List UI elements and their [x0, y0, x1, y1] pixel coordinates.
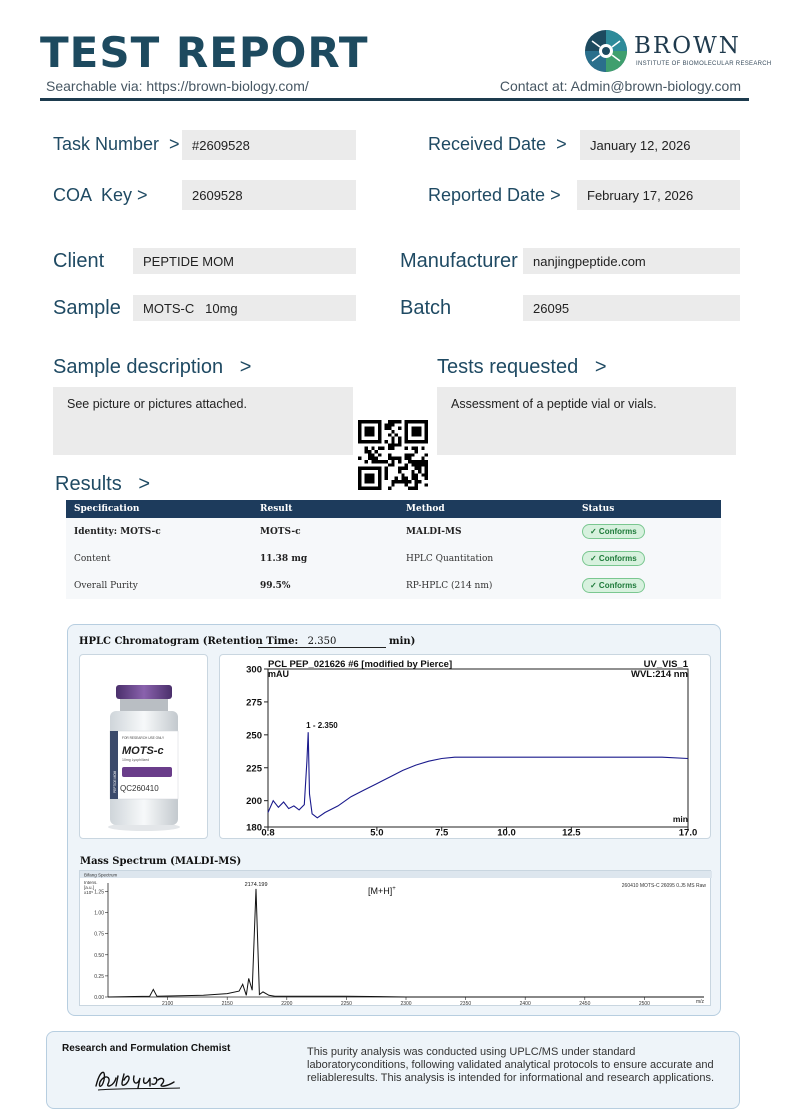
qr-module: [405, 477, 408, 480]
ms-y-unit-line1: Intens.: [84, 880, 98, 885]
qr-module: [421, 457, 424, 460]
contact-email[interactable]: Contact at: Admin@brown-biology.com: [499, 78, 741, 94]
status-badge: ✓ Conforms: [582, 551, 645, 566]
batch-label: Batch: [400, 297, 452, 319]
qr-module: [371, 457, 374, 460]
qr-module: [411, 477, 414, 480]
qr-module: [388, 433, 391, 436]
status-badge: ✓ Conforms: [582, 524, 645, 539]
qr-module: [408, 460, 411, 463]
y-tick-label: 200: [246, 796, 262, 808]
cell-result: 11.38 mg: [252, 545, 398, 572]
qr-module: [398, 460, 401, 463]
qr-module: [405, 463, 408, 466]
qr-module: [425, 463, 428, 466]
qr-module: [421, 473, 424, 476]
ms-trace: [108, 889, 704, 997]
ms-x-tick-label: 2350: [460, 1001, 472, 1007]
qr-module: [391, 457, 394, 460]
qr-module: [398, 457, 401, 460]
qr-module: [395, 433, 398, 436]
qr-module: [401, 477, 404, 480]
qr-module: [371, 460, 374, 463]
qr-module: [385, 473, 388, 476]
reported-date-value: February 17, 2026: [577, 180, 740, 210]
retention-time-unit: min): [389, 636, 416, 647]
cell-result: MOTS-c: [252, 518, 398, 545]
x-tick-label: 17.0: [678, 827, 698, 839]
qr-module: [405, 483, 408, 486]
qr-module: [381, 447, 384, 450]
reported-date-label: Reported Date >: [428, 185, 561, 205]
brand-subtitle: INSTITUTE OF BIOMOLECULAR RESEARCH: [636, 61, 772, 67]
qr-module: [421, 463, 424, 466]
ms-y-unit-line2: [a.u.]: [84, 885, 95, 890]
ms-y-unit-line3: x10⁵: [84, 890, 94, 895]
vial-code: QC260410: [120, 784, 159, 793]
mass-spectrum-chart: [80, 871, 712, 1007]
qr-module: [398, 480, 401, 483]
received-date-value: January 12, 2026: [580, 130, 740, 160]
ms-peak-ion: [M+H]+: [368, 886, 396, 896]
chromatogram-y-unit: mAU: [268, 669, 290, 679]
table-row: [66, 545, 721, 572]
qr-module: [391, 420, 394, 423]
y-tick-label: 275: [246, 697, 262, 709]
qr-module: [358, 457, 361, 460]
qr-module: [388, 453, 391, 456]
x-tick-label: 0.8: [261, 827, 275, 839]
qr-module: [371, 453, 374, 456]
qr-module: [411, 453, 414, 456]
qr-module: [381, 460, 384, 463]
y-tick-label: 180: [246, 822, 262, 834]
qr-module: [401, 480, 404, 483]
ms-x-tick-label: 2450: [579, 1001, 591, 1007]
qr-module: [391, 460, 394, 463]
hplc-chromatogram-card: [219, 654, 711, 839]
results-header-row: [66, 500, 721, 518]
qr-module: [415, 463, 418, 466]
qr-module: [425, 460, 428, 463]
col-status: Status: [574, 500, 721, 518]
cell-spec: Content: [66, 545, 252, 572]
qr-module: [408, 487, 411, 490]
vial-label-top: FOR RESEARCH USE ONLY: [122, 736, 165, 740]
table-row: [66, 572, 721, 599]
qr-module: [385, 470, 388, 473]
qr-module: [415, 477, 418, 480]
client-label: Client: [53, 250, 105, 272]
task-number-value: #2609528: [182, 130, 356, 160]
qr-module: [391, 483, 394, 486]
batch-value: 26095: [523, 295, 740, 321]
col-specification: Specification: [66, 500, 252, 518]
ms-header-right: 260410 MOTS-C 26095 0.J5 MS Raw: [621, 883, 706, 889]
sample-label: Sample: [53, 297, 121, 319]
chromatogram-header-right: UV_VIS_1: [643, 659, 688, 670]
header-divider: [40, 98, 749, 101]
hplc-title: HPLC Chromatogram (Retention Time:: [79, 636, 299, 647]
qr-finder-core: [365, 473, 375, 483]
qr-module: [411, 463, 414, 466]
qr-module: [398, 467, 401, 470]
x-tick-label: 7.5: [435, 827, 449, 839]
qr-module: [395, 480, 398, 483]
qr-module: [421, 447, 424, 450]
qr-module: [395, 477, 398, 480]
vial-dose: 10mg Lyophilized: [122, 758, 150, 762]
qr-code-icon[interactable]: [358, 420, 428, 490]
chromatogram-frame: [268, 669, 688, 827]
qr-finder-core: [411, 427, 421, 437]
status-badge: ✓ Conforms: [582, 578, 645, 593]
qr-module: [408, 453, 411, 456]
qr-module: [368, 457, 371, 460]
qr-module: [425, 473, 428, 476]
cell-method: RP-HPLC (214 nm): [398, 572, 574, 599]
y-tick-label: 300: [246, 664, 262, 676]
sample-value: MOTS-C 10mg: [133, 295, 356, 321]
manufacturer-label: Manufacturer: [400, 250, 518, 272]
qr-module: [388, 457, 391, 460]
qr-module: [411, 447, 414, 450]
x-tick-label: 5.0: [370, 827, 384, 839]
qr-module: [415, 483, 418, 486]
qr-module: [395, 420, 398, 423]
qr-module: [385, 427, 388, 430]
qr-module: [421, 460, 424, 463]
ms-y-tick-label: 1.25: [94, 889, 104, 896]
ms-x-tick-label: 2250: [340, 1001, 352, 1007]
qr-module: [415, 460, 418, 463]
qr-module: [391, 430, 394, 433]
qr-module: [415, 473, 418, 476]
qr-module: [418, 480, 421, 483]
searchable-url[interactable]: Searchable via: https://brown-biology.com/: [46, 78, 309, 94]
qr-module: [425, 453, 428, 456]
qr-module: [398, 440, 401, 443]
qr-module: [375, 457, 378, 460]
qr-module: [408, 457, 411, 460]
qr-module: [405, 457, 408, 460]
qr-module: [415, 467, 418, 470]
vial-illustration: [80, 655, 209, 840]
ms-header-left: Bifang Spectrum: [84, 872, 118, 878]
qr-module: [425, 467, 428, 470]
col-result: Result: [252, 500, 398, 518]
ms-x-unit: m/z: [695, 999, 704, 1005]
coa-key-value: 2609528: [182, 180, 356, 210]
disclaimer-text: This purity analysis was conducted using UPLC/MS under standard laboratoryconditions, following validated analytical protocols to ensure accurate and reliableresults. This analysis is intended for informational and research applications.: [307, 1046, 715, 1084]
mass-spectrum-card: [79, 870, 711, 1006]
qr-module: [398, 420, 401, 423]
brand-name: BROWN: [634, 33, 741, 59]
results-label: Results >: [55, 473, 151, 495]
qr-module: [398, 427, 401, 430]
qr-module: [411, 460, 414, 463]
x-tick-label: 10.0: [497, 827, 516, 839]
chromatogram-wvl: WVL:214 nm: [630, 669, 688, 680]
qr-module: [388, 427, 391, 430]
ms-peak-label: 2174.199: [244, 881, 268, 888]
qr-module: [391, 440, 394, 443]
peak-annotation: 1 - 2.350: [306, 721, 338, 731]
qr-module: [425, 470, 428, 473]
ms-title: Mass Spectrum (MALDI-MS): [80, 856, 242, 867]
qr-module: [398, 437, 401, 440]
qr-module: [405, 480, 408, 483]
qr-finder-core: [365, 427, 375, 437]
qr-module: [388, 487, 391, 490]
qr-module: [368, 453, 371, 456]
ms-x-tick-label: 2200: [281, 1001, 293, 1007]
qr-module: [401, 467, 404, 470]
client-value: PEPTIDE MOM: [133, 248, 356, 274]
qr-module: [378, 453, 381, 456]
cell-spec: Overall Purity: [66, 572, 252, 599]
x-tick-label: 12.5: [562, 827, 581, 839]
qr-module: [418, 467, 421, 470]
qr-module: [391, 463, 394, 466]
vial-name: MOTS-c: [122, 745, 164, 757]
brown-institute-logo-icon: [584, 29, 628, 73]
qr-module: [385, 477, 388, 480]
chemist-signature: [92, 1062, 187, 1094]
qr-module: [411, 487, 414, 490]
manufacturer-value: nanjingpeptide.com: [523, 248, 740, 274]
qr-module: [395, 443, 398, 446]
chromatogram-header-left: PCL PEP_021626 #6 [modified by Pierce]: [268, 659, 453, 670]
qr-module: [415, 480, 418, 483]
qr-module: [415, 450, 418, 453]
qr-module: [378, 447, 381, 450]
qr-module: [411, 470, 414, 473]
qr-module: [391, 423, 394, 426]
y-tick-label: 225: [246, 763, 262, 775]
qr-module: [415, 487, 418, 490]
vial-photo: [79, 654, 208, 839]
qr-module: [398, 470, 401, 473]
qr-module: [388, 420, 391, 423]
coa-key-label: COA Key >: [53, 185, 148, 205]
qr-module: [388, 447, 391, 450]
qr-module: [405, 447, 408, 450]
qr-module: [365, 447, 368, 450]
qr-module: [385, 467, 388, 470]
y-tick-label: 250: [246, 730, 262, 742]
ms-y-tick-label: 0.50: [94, 952, 104, 959]
qr-module: [365, 460, 368, 463]
cell-method: HPLC Quantitation: [398, 545, 574, 572]
qr-module: [375, 450, 378, 453]
qr-module: [391, 447, 394, 450]
qr-module: [418, 463, 421, 466]
qr-module: [365, 450, 368, 453]
qr-module: [411, 473, 414, 476]
ms-y-tick-label: 0.00: [94, 995, 104, 1001]
qr-module: [418, 470, 421, 473]
qr-module: [395, 457, 398, 460]
ms-y-tick-label: 0.75: [94, 931, 104, 938]
qr-module: [425, 477, 428, 480]
retention-time-value: 2.350: [258, 636, 386, 648]
qr-module: [385, 440, 388, 443]
qr-module: [385, 460, 388, 463]
table-row: [66, 518, 721, 545]
qr-module: [388, 463, 391, 466]
cell-method: MALDI-MS: [398, 518, 574, 545]
ms-x-tick-label: 2500: [638, 1001, 650, 1007]
qr-module: [371, 447, 374, 450]
qr-module: [368, 450, 371, 453]
qr-module: [378, 460, 381, 463]
chemist-label: Research and Formulation Chemist: [62, 1043, 231, 1054]
qr-module: [398, 443, 401, 446]
ms-y-tick-label: 1.00: [94, 910, 104, 917]
received-date-label: Received Date >: [428, 134, 567, 154]
sample-description-label: Sample description >: [53, 356, 252, 378]
chromatogram-x-unit: min: [672, 814, 688, 824]
qr-module: [405, 453, 408, 456]
qr-module: [388, 443, 391, 446]
qr-module: [401, 473, 404, 476]
vial-side-label: PEPTIDE MOM: [113, 770, 117, 793]
qr-module: [408, 480, 411, 483]
qr-module: [425, 483, 428, 486]
cell-spec: Identity: MOTS-c: [66, 518, 252, 545]
col-method: Method: [398, 500, 574, 518]
task-number-label: Task Number >: [53, 134, 180, 154]
qr-module: [375, 460, 378, 463]
qr-module: [405, 467, 408, 470]
cell-result: 99.5%: [252, 572, 398, 599]
qr-module: [388, 423, 391, 426]
qr-module: [391, 437, 394, 440]
ms-x-tick-label: 2100: [162, 1001, 174, 1007]
ms-y-tick-label: 0.25: [94, 973, 104, 980]
report-title: TEST REPORT: [40, 28, 369, 77]
qr-module: [391, 480, 394, 483]
ms-x-tick-label: 2150: [221, 1001, 233, 1007]
results-table: [66, 500, 721, 599]
tests-requested-label: Tests requested >: [437, 356, 607, 378]
hplc-chromatogram-chart: [220, 655, 712, 840]
ms-x-tick-label: 2300: [400, 1001, 412, 1007]
tests-requested-box: Assessment of a peptide vial or vials.: [437, 387, 736, 455]
qr-module: [391, 443, 394, 446]
chromatogram-trace: [268, 732, 688, 818]
sample-description-box: See picture or pictures attached.: [53, 387, 353, 455]
qr-module: [385, 423, 388, 426]
qr-module: [415, 447, 418, 450]
qr-module: [418, 460, 421, 463]
ms-x-tick-label: 2400: [519, 1001, 531, 1007]
